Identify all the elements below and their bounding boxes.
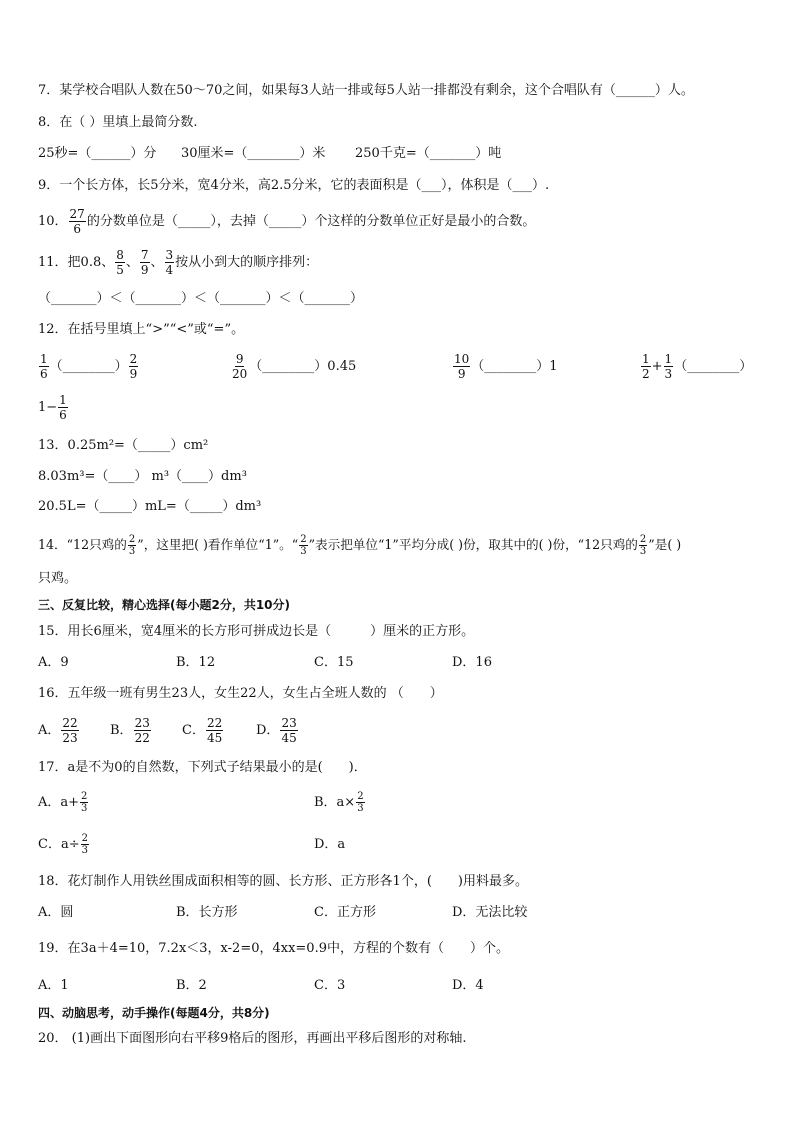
numerator: 2 bbox=[300, 534, 307, 545]
value: 1 bbox=[549, 359, 558, 374]
numerator: 22 bbox=[62, 716, 78, 730]
option-b[interactable] bbox=[110, 713, 152, 749]
denominator: 4 bbox=[165, 263, 174, 277]
question-13-line-3: 20.5L=（_____）mL=（_____）dm³ bbox=[38, 499, 262, 514]
separator: 、 bbox=[150, 255, 164, 270]
option-label: B．a× bbox=[314, 795, 356, 810]
denominator: 5 bbox=[116, 263, 124, 277]
numerator: 10 bbox=[454, 352, 470, 366]
option-d[interactable]: D．16 bbox=[452, 655, 492, 670]
answer-blank: （________） bbox=[471, 359, 550, 374]
option-b[interactable] bbox=[314, 785, 366, 821]
question-14-line-2: 只鸡。 bbox=[38, 571, 78, 586]
value: 0.45 bbox=[327, 359, 357, 374]
option-a[interactable]: A．9 bbox=[38, 655, 69, 670]
denominator: 6 bbox=[73, 222, 81, 236]
denominator: 22 bbox=[134, 731, 150, 745]
numerator: 27 bbox=[69, 207, 85, 221]
value: 1− bbox=[38, 400, 58, 415]
numerator: 1 bbox=[664, 352, 673, 366]
denominator: 45 bbox=[281, 731, 297, 745]
question-8-item: 30厘米=（________）米 bbox=[181, 146, 326, 161]
denominator: 9 bbox=[140, 263, 149, 277]
question-18-stem: 18．花灯制作人用铁丝围成面积相等的圆、长方形、正方形各1个，( )用料最多。 bbox=[38, 874, 528, 889]
denominator: 3 bbox=[81, 845, 88, 856]
question-10 bbox=[38, 204, 535, 240]
denominator: 3 bbox=[639, 546, 647, 557]
option-b[interactable]: B．12 bbox=[176, 655, 216, 670]
denominator: 3 bbox=[128, 546, 136, 557]
section-4-heading: 四、动脑思考，动手操作(每题4分，共8分) bbox=[38, 1006, 270, 1020]
question-7: 7．某学校合唱队人数在50～70之间，如果每3人站一排或每5人站一排都没有剩余，这个合唱队有（______）人。 bbox=[38, 83, 694, 98]
numerator: 1 bbox=[642, 352, 650, 366]
numerator: 3 bbox=[165, 248, 174, 262]
question-14 bbox=[38, 527, 681, 563]
option-c[interactable]: C．3 bbox=[314, 978, 346, 993]
question-8-item: 250千克=（_______）吨 bbox=[355, 146, 502, 161]
numerator: 7 bbox=[140, 248, 149, 262]
section-3-heading: 三、反复比较，精心选择(每小题2分，共10分) bbox=[38, 598, 291, 612]
option-a[interactable]: A．圆 bbox=[38, 905, 74, 920]
comparison-d: $\frac{1}{2}$ + $\frac{1}{3}$ （________） bbox=[642, 352, 753, 381]
question-8-item: 25秒=（______）分 bbox=[38, 146, 157, 161]
option-c[interactable] bbox=[182, 713, 224, 749]
denominator: 3 bbox=[300, 546, 307, 557]
comparison-a bbox=[38, 349, 139, 385]
option-label: C．a÷ bbox=[38, 837, 80, 852]
option-label: A．a+ bbox=[38, 795, 80, 810]
question-15-stem: 15．用长6厘米，宽4厘米的长方形可拼成边长是（ ）厘米的正方形。 bbox=[38, 624, 475, 639]
numerator: 2 bbox=[129, 352, 138, 366]
numerator: 1 bbox=[40, 352, 48, 366]
question-text: ”表示把单位“1”平均分成( )份，取其中的( )份，“12只鸡的 bbox=[308, 537, 638, 552]
option-label: B． bbox=[110, 723, 133, 738]
question-12-stem: 12．在括号里填上“>”“<”或“=”。 bbox=[38, 322, 245, 337]
denominator: 23 bbox=[62, 731, 78, 745]
answer-blank: （________） bbox=[49, 359, 128, 374]
numerator: 2 bbox=[81, 833, 88, 844]
numerator: 2 bbox=[128, 534, 136, 545]
option-d[interactable] bbox=[256, 713, 299, 749]
denominator: 9 bbox=[129, 367, 138, 381]
option-label: D． bbox=[256, 723, 280, 738]
question-13-line-1: 13．0.25m²=（_____）cm² bbox=[38, 438, 209, 453]
question-11 bbox=[38, 245, 318, 281]
question-text: 的分数单位是（_____），去掉（_____）个这样的分数单位正好是最小的合数。 bbox=[86, 214, 536, 229]
comparison-c bbox=[452, 349, 558, 385]
option-label: A． bbox=[38, 723, 61, 738]
option-a[interactable] bbox=[38, 785, 89, 821]
question-text: 11．把0.8、 bbox=[38, 255, 115, 270]
numerator: 23 bbox=[134, 716, 150, 730]
denominator: 45 bbox=[206, 731, 223, 745]
question-text: 14．“12只鸡的 bbox=[38, 537, 127, 552]
question-8-stem: 8．在（ ）里填上最简分数. bbox=[38, 115, 198, 130]
comparison-e bbox=[38, 390, 69, 426]
question-20: 20． (1)画出下面图形向右平移9格后的图形，再画出平移后图形的对称轴. bbox=[38, 1031, 467, 1046]
question-text: ”，这里把( )看作单位“1”。“ bbox=[137, 537, 299, 552]
option-label: C． bbox=[182, 723, 205, 738]
fraction bbox=[165, 248, 175, 277]
denominator: 6 bbox=[40, 367, 48, 381]
question-13-line-2: 8.03m³=（____） m³（____）dm³ bbox=[38, 469, 247, 484]
denominator: 6 bbox=[59, 408, 67, 422]
option-d[interactable]: D．无法比较 bbox=[452, 905, 528, 920]
comparison-b bbox=[230, 349, 356, 385]
question-19-stem: 19．在3a＋4=10，7.2x＜3，x-2=0，4xx=0.9中，方程的个数有（ ）个。 bbox=[38, 941, 509, 956]
question-17-stem: 17．a是不为0的自然数，下列式子结果最小的是( )． bbox=[38, 760, 367, 775]
separator: 、 bbox=[125, 255, 139, 270]
option-c[interactable]: C．15 bbox=[314, 655, 354, 670]
numerator: 8 bbox=[116, 248, 124, 262]
denominator: 9 bbox=[457, 367, 466, 381]
option-c[interactable] bbox=[38, 827, 90, 863]
answer-blanks: （_______）＜（_______）＜（_______）＜（_______） bbox=[38, 291, 364, 306]
option-c[interactable]: C．正方形 bbox=[314, 905, 376, 920]
option-d[interactable]: D．a bbox=[314, 837, 346, 852]
answer-blank: （________） bbox=[674, 359, 753, 374]
question-text: ”是( ) bbox=[648, 537, 682, 552]
option-b[interactable]: B．2 bbox=[176, 978, 207, 993]
numerator: 9 bbox=[235, 352, 244, 366]
option-a[interactable] bbox=[38, 713, 80, 749]
numerator: 23 bbox=[281, 716, 297, 730]
option-d[interactable]: D．4 bbox=[452, 978, 484, 993]
fraction bbox=[69, 207, 86, 236]
denominator: 3 bbox=[664, 367, 673, 381]
numerator: 22 bbox=[206, 716, 223, 730]
fraction bbox=[115, 248, 125, 277]
numerator: 1 bbox=[59, 393, 67, 407]
denominator: 2 bbox=[642, 367, 650, 381]
option-b[interactable]: B．长方形 bbox=[176, 905, 238, 920]
question-9: 9．一个长方体，长5分米，宽4分米，高2.5分米，它的表面积是（___），体积是（___）. bbox=[38, 178, 550, 193]
numerator: 2 bbox=[357, 791, 364, 802]
denominator: 20 bbox=[232, 367, 248, 381]
question-number: 10． bbox=[38, 214, 68, 229]
fraction bbox=[140, 248, 150, 277]
denominator: 3 bbox=[81, 803, 88, 814]
question-16-stem: 16．五年级一班有男生23人，女生22人，女生占全班人数的 （ ） bbox=[38, 686, 443, 701]
answer-blank: （________） bbox=[249, 359, 328, 374]
denominator: 3 bbox=[357, 803, 364, 814]
numerator: 2 bbox=[639, 534, 647, 545]
question-text: 按从小到大的顺序排列： bbox=[175, 255, 319, 270]
option-a[interactable]: A．1 bbox=[38, 978, 69, 993]
numerator: 2 bbox=[81, 791, 88, 802]
